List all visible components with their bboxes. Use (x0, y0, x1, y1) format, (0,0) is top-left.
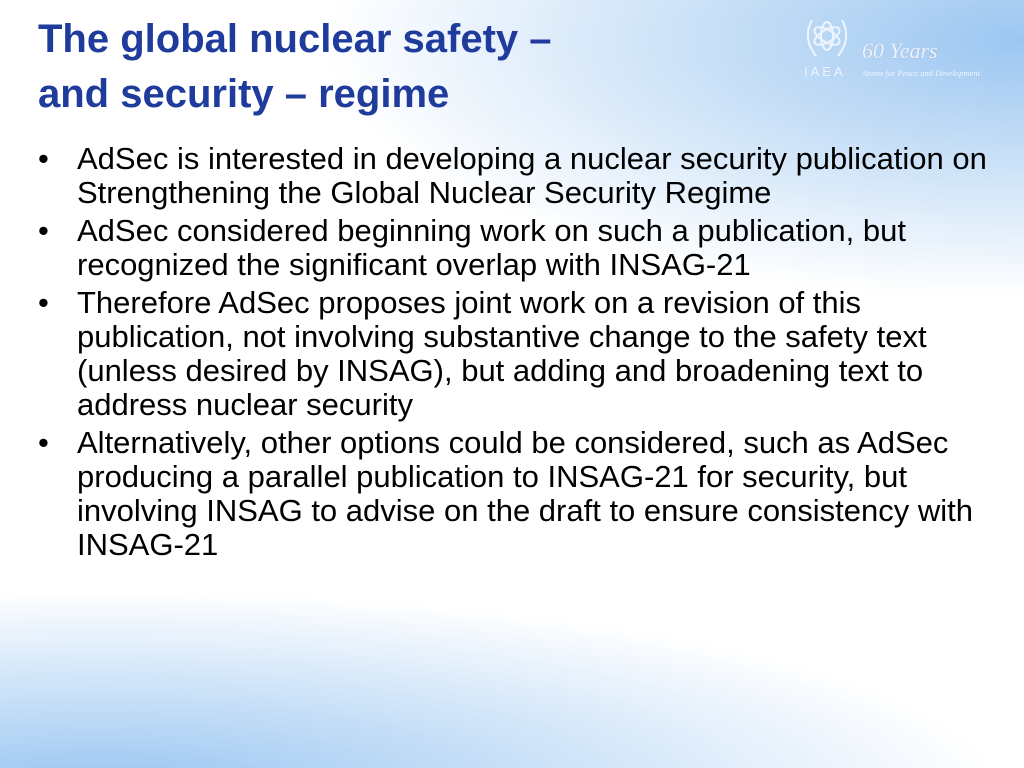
logo-years: 60 Years (862, 38, 938, 63)
bullet-text: Alternatively, other options could be considered, such as AdSec producing a parallel publication to INSAG-21 for security, but involving INSAG to advise on the draft to ensure consistency with INSAG-21 (77, 425, 974, 562)
bullet-icon: • (38, 285, 49, 320)
bullet-text: AdSec considered beginning work on such a publication, but recognized the significant overlap with INSAG-21 (77, 213, 906, 282)
bullet-item (38, 286, 998, 422)
bullet-list (38, 142, 998, 566)
bullet-icon: • (38, 425, 49, 460)
bullet-item (38, 142, 998, 210)
bullet-text: Therefore AdSec proposes joint work on a revision of this publication, not involving substantive change to the safety text (unless desired by INSAG), but adding and broadening text to address nuclear security (77, 285, 927, 422)
iaea-atom-emblem-icon (802, 12, 852, 64)
logo-org: IAEA (804, 64, 846, 79)
title-line-1: The global nuclear safety – (38, 17, 552, 61)
bullet-icon: • (38, 141, 49, 176)
bullet-item (38, 426, 998, 562)
slide-title (38, 12, 552, 122)
bullet-item (38, 214, 998, 282)
bullet-text: AdSec is interested in developing a nuclear security publication on Strengthening the Global Nuclear Security Regime (77, 141, 987, 210)
title-line-2: and security – regime (38, 72, 450, 116)
bullet-icon: • (38, 213, 49, 248)
logo-tagline: Atoms for Peace and Development (862, 68, 981, 78)
iaea-60-years-logo (800, 10, 1010, 82)
